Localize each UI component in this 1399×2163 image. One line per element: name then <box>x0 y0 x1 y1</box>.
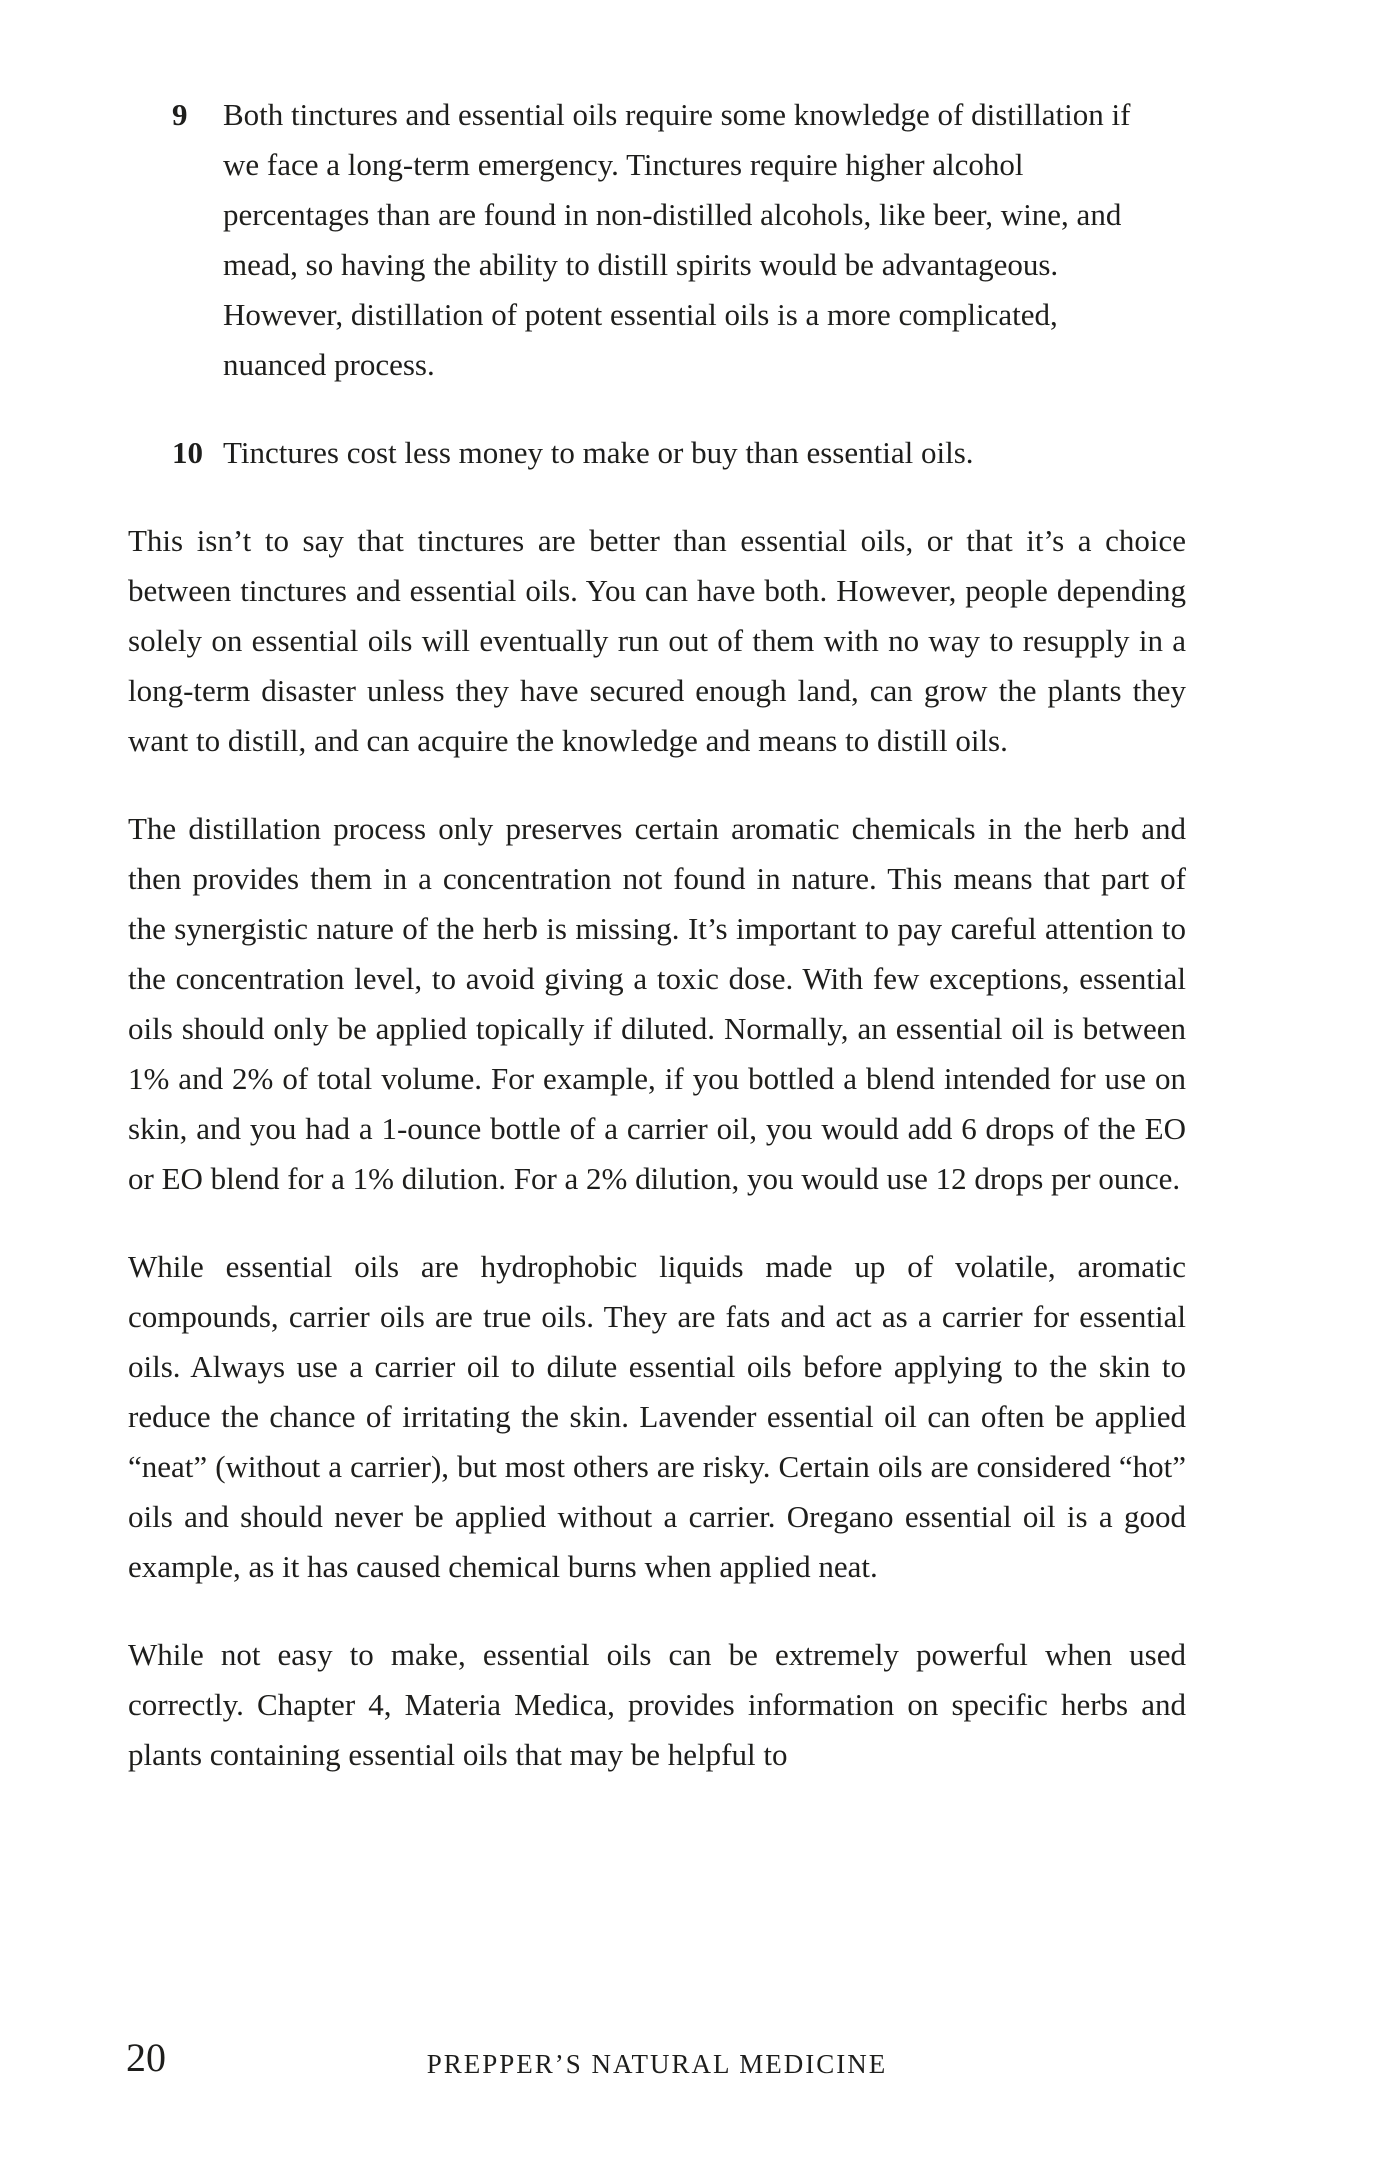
page-body-text <box>128 90 1186 1780</box>
numbered-list-item-10 <box>128 428 1168 478</box>
running-title: PREPPER’S NATURAL MEDICINE <box>426 2049 888 2079</box>
body-paragraph: While not easy to make, essential oils can be extremely powerful when used correctly. Chapter 4, Materia Medica, provides information on specific herbs and plants containing essential oils that may be helpful to <box>128 1637 1186 1772</box>
list-item-number: 9 <box>172 97 188 132</box>
page-number: 20 <box>126 2035 166 2080</box>
body-paragraph: This isn’t to say that tinctures are better than essential oils, or that it’s a choice between tinctures and essential oils. You can have both. However, people depending solely on essential oils will eventually run out of them with no way to resupply in a long-term disaster unless they have secured enough land, can grow the plants they want to distill, and can acquire the knowledge and means to distill oils. <box>128 523 1186 758</box>
list-item-text: Tinctures cost less money to make or buy than essential oils. <box>223 435 974 470</box>
body-paragraph: The distillation process only preserves certain aromatic chemicals in the herb and then provides them in a concentration not found in nature. This means that part of the synergistic nature of the herb is missing. It’s important to pay careful attention to the concentration level, to avoid giving a toxic dose. With few exceptions, essential oils should only be applied topically if diluted. Normally, an essential oil is between 1% and 2% of total volume. For example, if you bottled a blend intended for use on skin, and you had a 1-ounce bottle of a carrier oil, you would add 6 drops of the EO or EO blend for a 1% dilution. For a 2% dilution, you would use 12 drops per ounce. <box>128 811 1186 1196</box>
page-footer <box>126 2035 1186 2100</box>
body-paragraph: While essential oils are hydrophobic liquids made up of volatile, aromatic compounds, carrier oils are true oils. They are fats and act as a carrier for essential oils. Always use a carrier oil to dilute essential oils before applying to the skin to reduce the chance of irritating the skin. Lavender essential oil can often be applied “neat” (without a carrier), but most others are risky. Certain oils are considered “hot” oils and should never be applied without a carrier. Oregano essential oil is a good example, as it has caused chemical burns when applied neat. <box>128 1249 1186 1584</box>
list-item-text: Both tinctures and essential oils require some knowledge of distillation if we face a long-term emergency. Tinctures require higher alcohol percentages than are found in non-distilled alcohols, like beer, wine, and mead, so having the ability to distill spirits would be advantageous. However, distillation of potent essential oils is a more complicated, nuanced process. <box>223 97 1131 382</box>
list-item-number: 10 <box>172 435 203 470</box>
numbered-list-item-9 <box>128 90 1168 390</box>
